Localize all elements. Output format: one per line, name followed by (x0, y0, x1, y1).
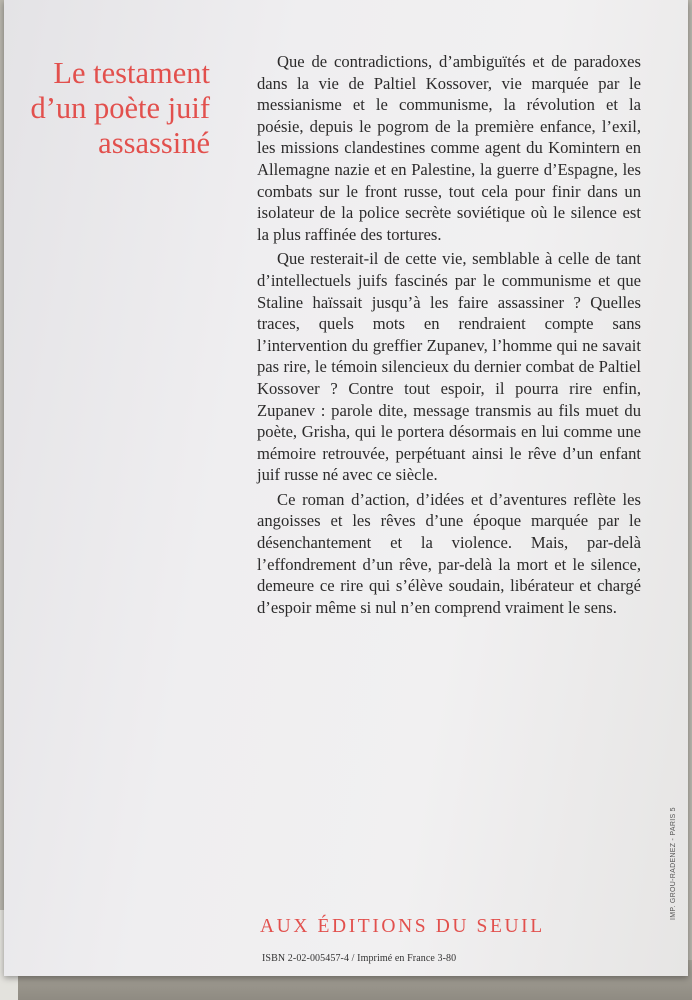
book-back-cover (4, 0, 688, 976)
blurb-paragraph-3: Ce roman d’action, d’idées et d’aventures reflète les angoisses et les rêves d’une époque marquée par le désenchantement et la violence. Mais, par-delà l’effondrement d’un rêve, par-delà la mort et le silence, demeure ce rire qui s’élève soudain, libérateur et chargé d’espoir même si nul n’en comprend vraiment le sens. (257, 489, 641, 617)
isbn-line: ISBN 2-02-005457-4 / Imprimé en France 3-80 (262, 953, 457, 964)
book-title (24, 56, 210, 161)
publisher-name: AUX ÉDITIONS DU SEUIL (260, 916, 545, 937)
title-line-1: Le testament (53, 56, 210, 90)
title-line-2: d’un poète juif (30, 91, 210, 125)
blurb-text (257, 51, 641, 621)
printer-imprint: IMP. GROU-RADENEZ - PARIS 5 (670, 807, 677, 920)
blurb-paragraph-1: Que de contradictions, d’ambiguïtés et de paradoxes dans la vie de Paltiel Kossover, vie marquée par le messianisme et le communisme, la révolution et la poésie, depuis le pogrom de la première enfance, l’exil, les missions clandestines comme agent du Komintern en Allemagne nazie et en Palestine, la guerre d’Espagne, les combats sur le front russe, tout cela pour finir dans un isolateur de la police secrète soviétique où le silence est la plus raffinée des tortures. (257, 52, 641, 244)
blurb-paragraph-2: Que resterait-il de cette vie, semblable à celle de tant d’intellectuels juifs fascinés par le communisme et que Staline haïssait jusqu’à les faire assassiner ? Quelles traces, quels mots en rendraient compte sans l’intervention du greffier Zupanev, l’homme qui ne savait pas rire, le témoin silencieux du dernier combat de Paltiel Kossover ? Contre tout espoir, il pourra rire enfin, Zupanev : parole dite, message transmis au fils muet du poète, Grisha, qui le portera désormais en lui comme une mémoire retrouvée, perpétuant ainsi le rêve d’un enfant juif russe né avec ce siècle. (257, 249, 641, 485)
title-line-3: assassiné (98, 126, 210, 160)
